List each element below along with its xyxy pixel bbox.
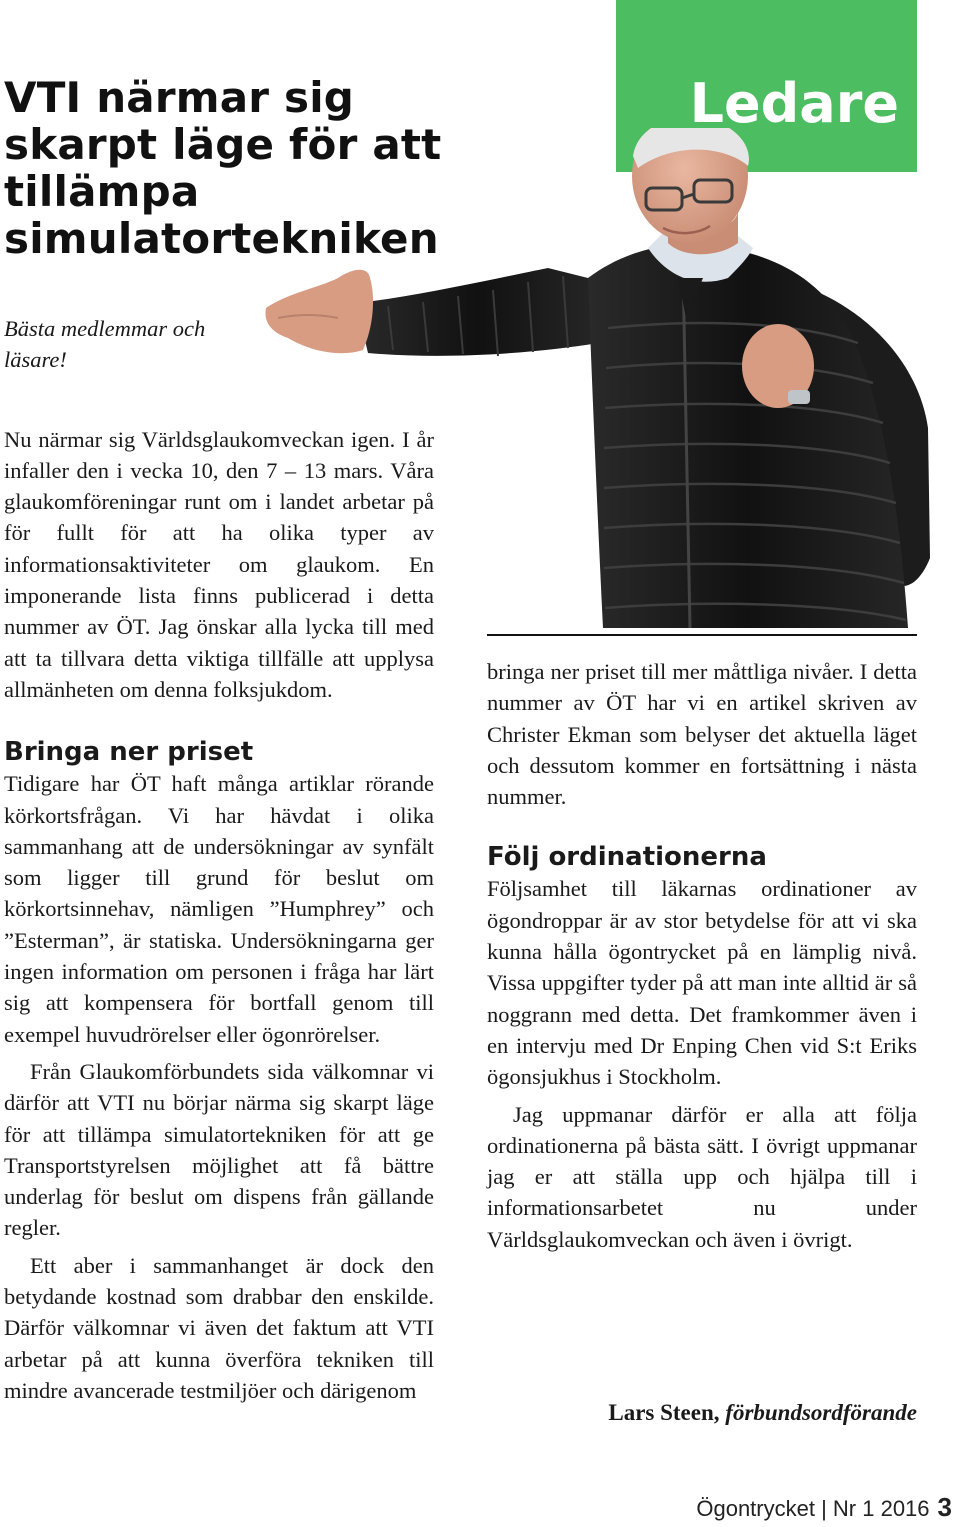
- article-column-left: [4, 313, 434, 1406]
- signature-role: förbundsordförande: [725, 1400, 917, 1425]
- subheading-bringa-ner-priset: Bringa ner priset: [4, 737, 254, 768]
- body-paragraph: Tidigare har ÖT haft många artiklar rörande körkortsfrågan. Vi har hävdat i olika sammanhang att de undersökningar av synfält som ligger till grund för beslut om körkortsinnehav, nämligen ”Humphrey” och ”Esterman”, är statiska. Undersökningarna ger ingen information om personen i fråga har lärt sig att kompensera för bortfall genom till exempel huvudrörelser eller ögonrörelser.: [4, 771, 434, 1047]
- section-tag-label: Ledare: [689, 72, 899, 135]
- signature-name: Lars Steen,: [608, 1400, 720, 1425]
- publication-name: Ögontrycket | Nr 1 2016: [696, 1496, 930, 1521]
- page-footer: [696, 1492, 952, 1524]
- intro-paragraph: Nu närmar sig Världsglaukomveckan igen. I år infaller den i vecka 10, den 7 – 13 mars. Våra glaukomföreningar runt om i landet arbetar på för fullt för att ha olika typer av informationsaktiviteter om glaukom. En imponerande lista finns publicerad i detta nummer av ÖT. Jag önskar alla lycka till med att ta tillvara detta viktiga tillfälle att upplysa allmänheten om denna folksjukdom.: [4, 426, 434, 702]
- signature: [487, 1398, 917, 1428]
- body-paragraph: Följsamhet till läkarnas ordinationer av ögondroppar är av stor betydelse för att vi ska kunna hålla ögontrycket på en lämplig nivå. Vissa uppgifter tyder på att man inte alltid är så noggrann med detta. Det framkommer även i en intervju med Dr Enping Chen vid S:t Eriks ögonsjukhus i Stockholm.: [487, 876, 917, 1090]
- body-paragraph: Jag uppmanar därför er alla att följa ordinationerna på bästa sätt. I övrigt uppmanar jag er att ställa upp och hjälpa till i informationsarbetet nu under Världsglaukomveckan och även i övrigt.: [487, 1101, 917, 1252]
- headline: VTI närmar sig skarpt läge för att tillämpa simulatortekniken: [4, 73, 442, 263]
- body-paragraph-continued: [4, 1250, 434, 1406]
- body-paragraph-text: Ett aber i sammanhanget är dock den betydande kostnad som drabbar den enskilde. Därför välkomnar vi även det faktum att VTI arbetar på att kunna överföra tekniken till mindre avancerade testmiljöer och därigenom: [4, 1252, 434, 1403]
- body-paragraph: Från Glaukomförbundets sida välkomnar vi därför att VTI nu börjar närma sig skarpt läge för att tillämpa simulatortekniken för att ge Transportstyrelsen möjlighet att få bättre underlag för beslut om dispens från gällande regler.: [4, 1058, 434, 1241]
- page-number: 3: [937, 1492, 952, 1522]
- greeting: Bästa medlemmar och läsare!: [4, 316, 206, 373]
- column-divider-rule: [487, 634, 917, 636]
- subheading-folj-ordinationerna: Följ ordinationerna: [487, 842, 767, 873]
- article-column-right: [487, 656, 917, 1255]
- body-paragraph-continued: bringa ner priset till mer måttliga nivåer. I detta nummer av ÖT har vi en artikel skriven av Christer Ekman som belyser det aktuella läget och dessutom kommer en fortsättning i nästa nummer.: [487, 659, 917, 810]
